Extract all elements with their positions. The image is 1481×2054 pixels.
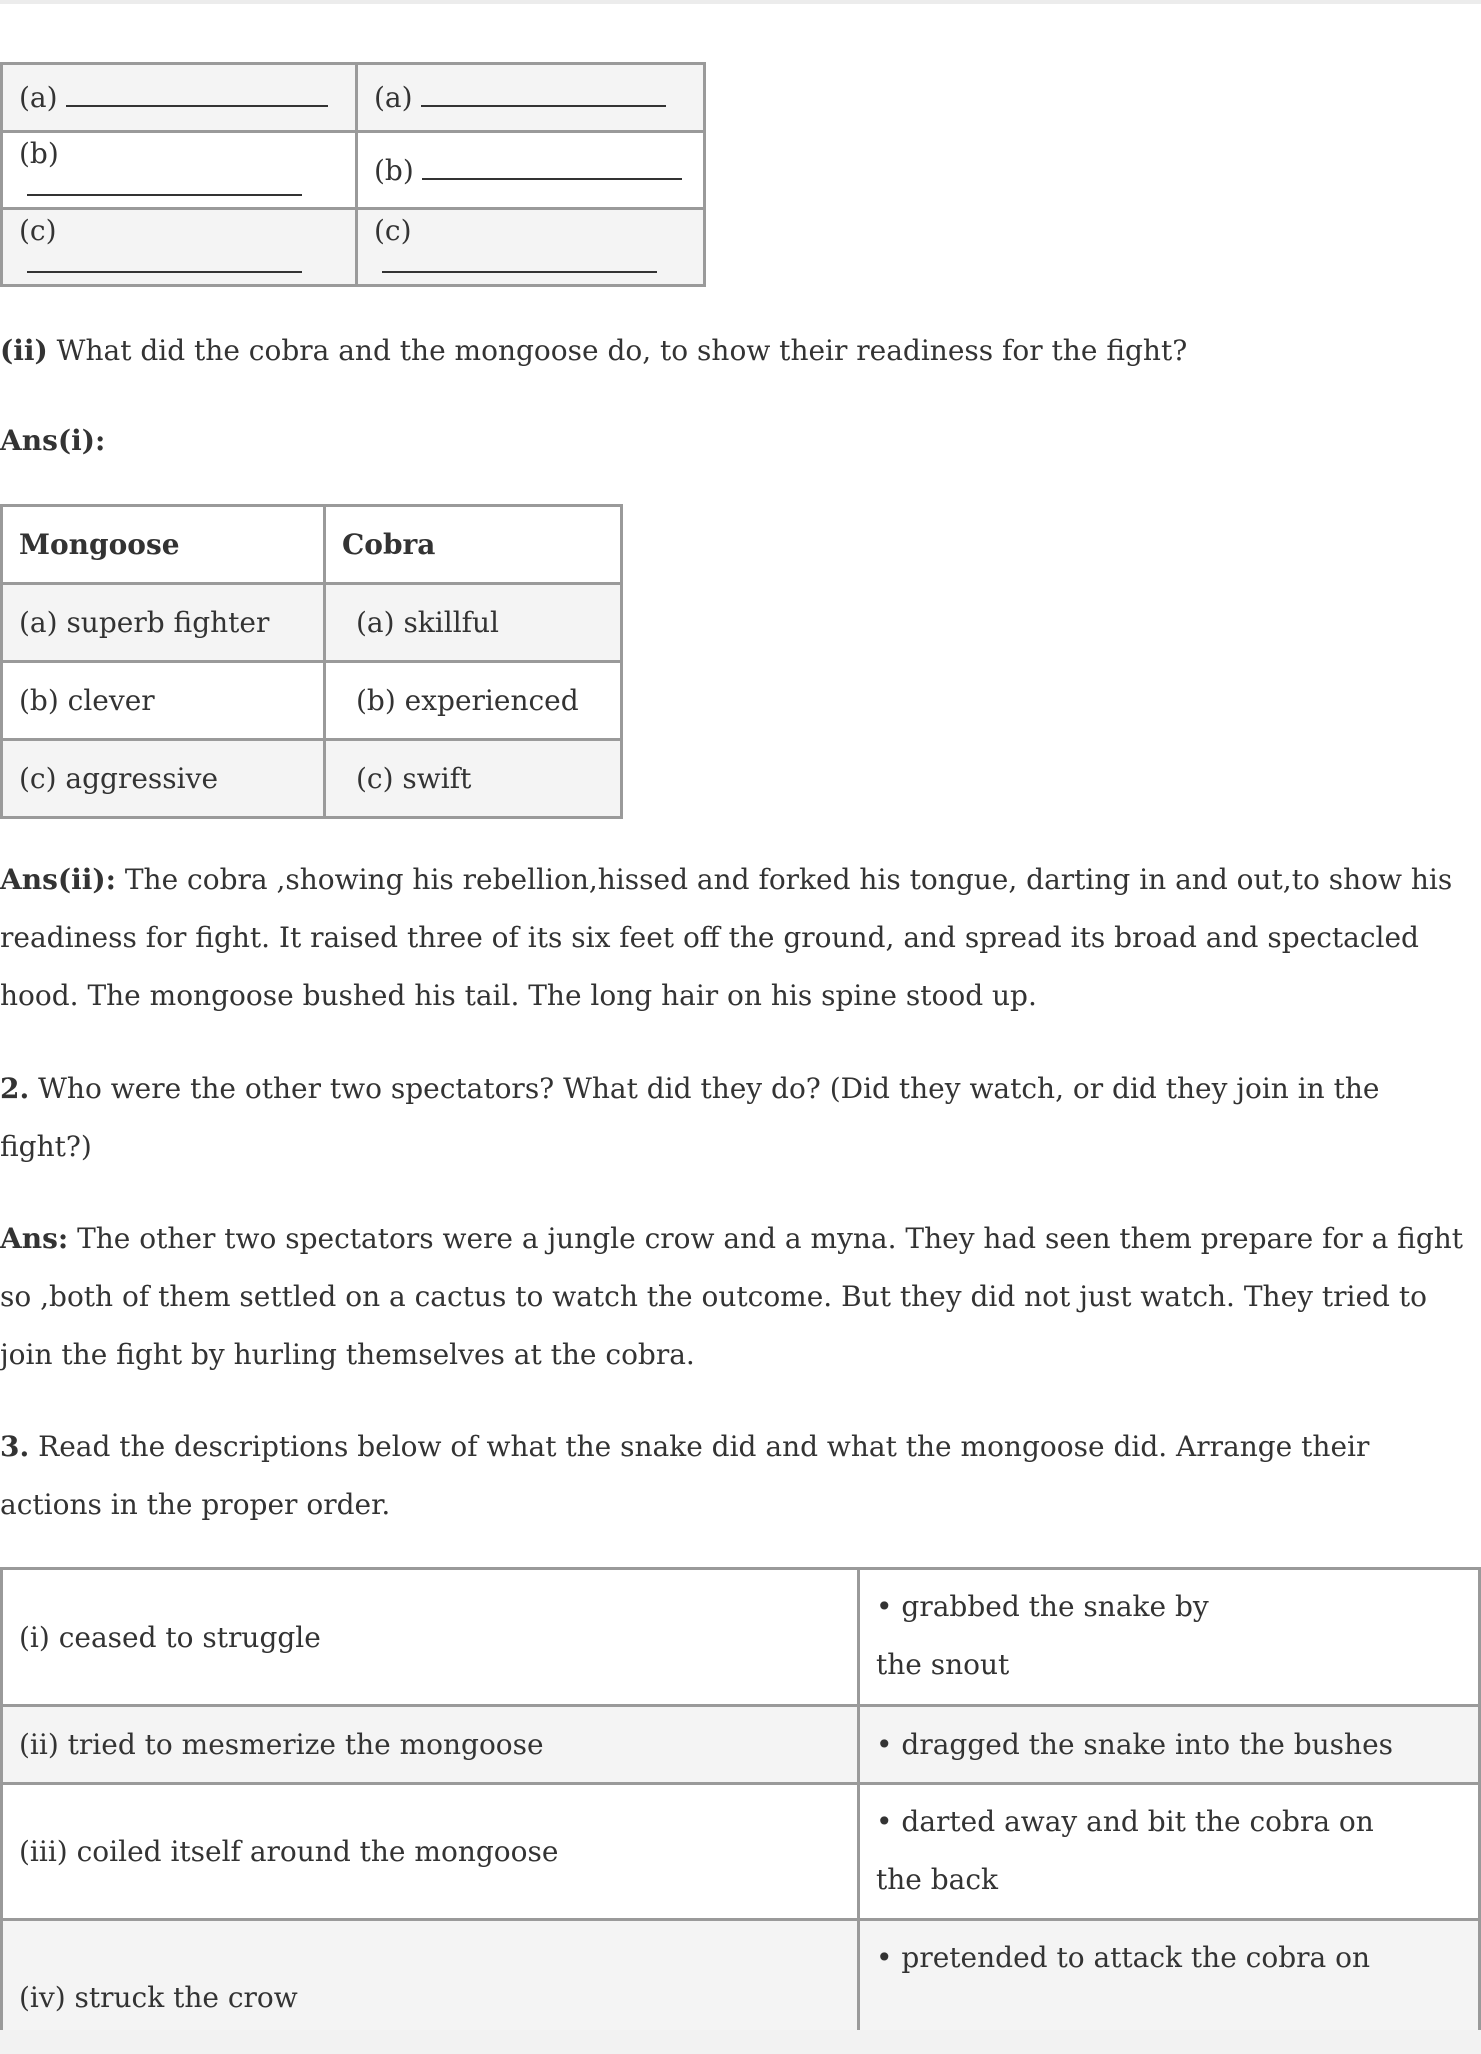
question-text: Who were the other two spectators? What did they do? (Did they watch, or did they join in the fight?) (0, 1072, 1380, 1163)
blank-line (66, 83, 328, 107)
table-cell: (b) experienced (325, 662, 622, 740)
mongoose-action (859, 1784, 1480, 1920)
header-cobra: Cobra (342, 528, 436, 561)
blank-line (422, 156, 682, 180)
table-row (2, 740, 622, 818)
table-cell: (a) skillful (325, 584, 622, 662)
question-number: 2. (0, 1072, 30, 1105)
answer-text: The cobra ,showing his rebellion,hissed and forked his tongue, darting in and out,to show his readiness for fight. It raised three of its six feet off the ground, and spread its broad and spectacled hood. The mongoose bushed his tail. The long hair on his spine stood up. (0, 863, 1453, 1012)
fill-in-table (0, 62, 706, 287)
mongoose-action (859, 1920, 1480, 2031)
table-row (2, 1920, 1480, 2031)
table-row (2, 132, 705, 209)
answer-ii (0, 851, 1475, 1025)
mongoose-action: • dragged the snake into the bushes (859, 1706, 1480, 1784)
question-number: 3. (0, 1430, 30, 1463)
snake-action: (i) ceased to struggle (2, 1569, 859, 1706)
table-row (2, 1784, 1480, 1920)
answer-i-heading (0, 412, 1475, 470)
answer-label: Ans: (0, 1222, 69, 1255)
action-line: • pretended to attack the cobra on (876, 1941, 1371, 1974)
question-1-ii (0, 322, 1475, 380)
table-row (2, 584, 622, 662)
blank-line (382, 249, 657, 273)
question-3 (0, 1418, 1475, 1534)
cell-label: (c) (374, 214, 412, 247)
action-line: • darted away and bit the cobra on (876, 1805, 1374, 1838)
question-2 (0, 1060, 1475, 1176)
table-cell: (a) superb fighter (2, 584, 325, 662)
table-row (2, 1569, 1480, 1706)
table-cell: (b) clever (2, 662, 325, 740)
question-text: What did the cobra and the mongoose do, to show their readiness for the fight? (47, 334, 1188, 367)
table-row (2, 662, 622, 740)
action-line: the back (876, 1863, 999, 1896)
question-number: (ii) (0, 334, 48, 367)
answer-text: The other two spectators were a jungle crow and a myna. They had seen them prepare for a fight so ,both of them settled on a cactus to watch the outcome. But they did not just watch. They tried to join the fight by hurling themselves at the cobra. (0, 1222, 1464, 1371)
table-cell: (c) aggressive (2, 740, 325, 818)
blank-line (27, 172, 302, 196)
cell-label: (a) (19, 81, 58, 114)
cell-label: (b) (374, 153, 414, 187)
mongoose-action (859, 1569, 1480, 1706)
cell-label: (c) (19, 214, 57, 247)
blank-line (421, 83, 666, 107)
answer-label: Ans(ii): (0, 863, 116, 896)
table-cell: (c) swift (325, 740, 622, 818)
answer-2 (0, 1210, 1475, 1384)
snake-action: (iv) struck the crow (2, 1920, 859, 2031)
answer-label: Ans(i): (0, 424, 106, 457)
action-line: • grabbed the snake by (876, 1590, 1209, 1623)
header-mongoose: Mongoose (19, 528, 180, 561)
cell-label: (a) (374, 81, 413, 114)
bottom-bar (0, 2030, 1481, 2054)
snake-action: (ii) tried to mesmerize the mongoose (2, 1706, 859, 1784)
blank-line (27, 249, 302, 273)
cell-label: (b) (19, 137, 59, 170)
table-row (2, 64, 705, 132)
order-table (0, 1567, 1481, 2030)
answer-table (0, 504, 623, 819)
table-row (2, 1706, 1480, 1784)
question-text: Read the descriptions below of what the snake did and what the mongoose did. Arrange their actions in the proper order. (0, 1430, 1370, 1521)
table-header-row (2, 506, 622, 584)
action-line: the snout (876, 1648, 1010, 1681)
snake-action: (iii) coiled itself around the mongoose (2, 1784, 859, 1920)
table-row (2, 209, 705, 286)
